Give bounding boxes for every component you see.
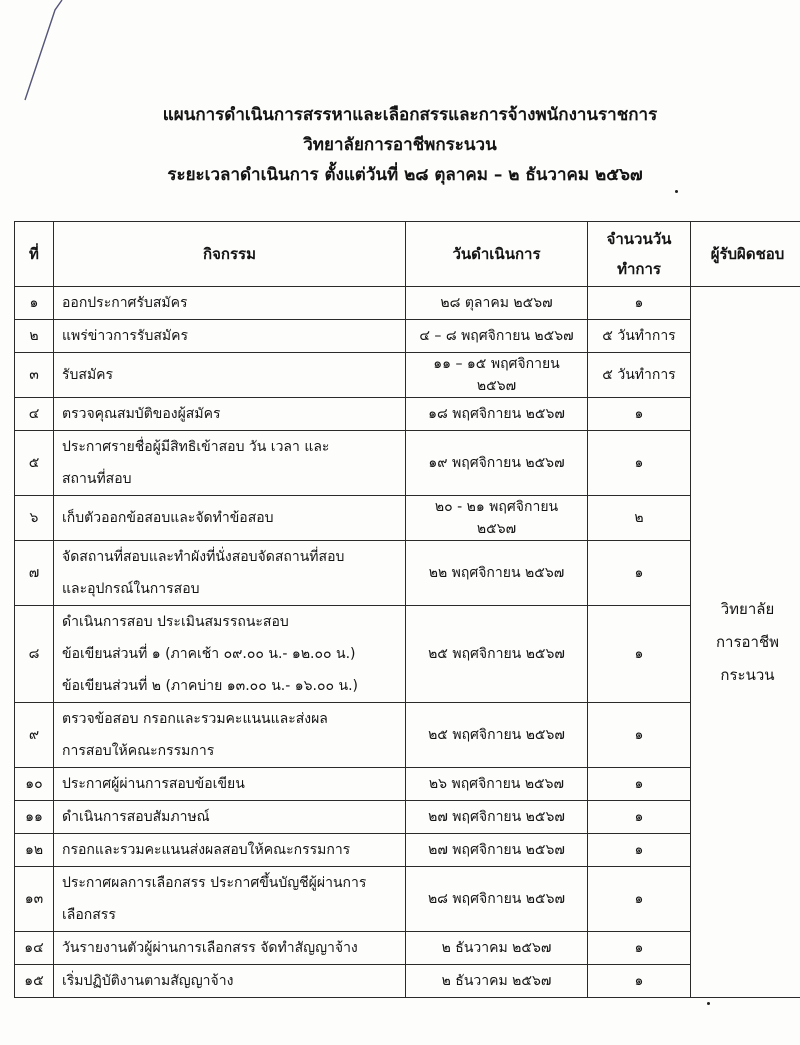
header-responsible: ผู้รับผิดชอบ [691, 222, 800, 287]
row-no: ๑๕ [15, 965, 54, 998]
row-no: ๖ [15, 496, 54, 541]
row-activity [54, 834, 406, 867]
activity-line: รับสมัคร [62, 367, 114, 383]
responsible-cell [691, 287, 800, 998]
row-date: ๔ – ๘ พฤศจิกายน ๒๕๖๗ [406, 320, 588, 353]
row-date: ๒ ธันวาคม ๒๕๖๗ [406, 932, 588, 965]
activity-line: เริ่มปฏิบัติงานตามสัญญาจ้าง [62, 973, 234, 989]
row-date: ๒๘ พฤศจิกายน ๒๕๖๗ [406, 867, 588, 932]
row-duration: ๑ [588, 834, 691, 867]
row-no: ๘ [15, 606, 54, 703]
table-row [15, 353, 800, 398]
row-no: ๑๒ [15, 834, 54, 867]
table-row [15, 801, 800, 834]
row-activity [54, 965, 406, 998]
row-activity [54, 867, 406, 932]
row-duration: ๑ [588, 541, 691, 606]
row-duration: ๑ [588, 801, 691, 834]
activity-line: วันรายงานตัวผู้ผ่านการเลือกสรร จัดทำสัญญาจ้าง [62, 940, 358, 956]
table-row [15, 398, 800, 431]
row-activity [54, 606, 406, 703]
activity-line: ประกาศรายชื่อผู้มีสิทธิเข้าสอบ วัน เวลา และ [62, 439, 330, 455]
activity-line: ดำเนินการสอบ ประเมินสมรรถนะสอบ [62, 614, 289, 630]
table-row [15, 320, 800, 353]
row-date: ๑๑ – ๑๕ พฤศจิกายน ๒๕๖๗ [406, 353, 588, 398]
row-no: ๑๓ [15, 867, 54, 932]
row-no: ๔ [15, 398, 54, 431]
row-no: ๒ [15, 320, 54, 353]
row-no: ๓ [15, 353, 54, 398]
table-row [15, 541, 800, 606]
row-activity [54, 703, 406, 768]
table-row [15, 703, 800, 768]
row-date: ๒ ธันวาคม ๒๕๖๗ [406, 965, 588, 998]
table-row [15, 932, 800, 965]
activity-line: สถานที่สอบ [62, 471, 132, 487]
page-fold-line [0, 0, 200, 110]
row-duration: ๑ [588, 867, 691, 932]
row-duration: ๑ [588, 965, 691, 998]
activity-line: เก็บตัวออกข้อสอบและจัดทำข้อสอบ [62, 510, 274, 526]
scan-speck [707, 1002, 710, 1005]
row-activity [54, 801, 406, 834]
activity-line: การสอบให้คณะกรรมการ [62, 743, 215, 759]
row-activity [54, 398, 406, 431]
row-duration: ๑ [588, 431, 691, 496]
table-row [15, 431, 800, 496]
activity-line: ประกาศผู้ผ่านการสอบข้อเขียน [62, 776, 245, 792]
table-row [15, 834, 800, 867]
row-activity [54, 353, 406, 398]
institution-name: วิทยาลัยการอาชีพกระนวน [303, 135, 497, 155]
row-date: ๒๗ พฤศจิกายน ๒๕๖๗ [406, 801, 588, 834]
schedule-table [14, 221, 800, 998]
row-date: ๒๖ พฤศจิกายน ๒๕๖๗ [406, 768, 588, 801]
row-duration: ๑ [588, 398, 691, 431]
table-header-row [15, 222, 800, 287]
row-activity [54, 320, 406, 353]
period-line: ระยะเวลาดำเนินการ ตั้งแต่วันที่ ๒๘ ตุลาคม – ๒ ธันวาคม ๒๕๖๗ [167, 165, 643, 185]
activity-line: และอุปกรณ์ในการสอบ [62, 581, 200, 597]
header-duration [588, 222, 691, 287]
row-date: ๒๕ พฤศจิกายน ๒๕๖๗ [406, 606, 588, 703]
row-activity [54, 541, 406, 606]
row-no: ๑ [15, 287, 54, 320]
activity-line: ข้อเขียนส่วนที่ ๒ (ภาคบ่าย ๑๓.๐๐ น.- ๑๖.๐๐ น.) [62, 678, 358, 694]
row-duration: ๑ [588, 703, 691, 768]
header-date: วันดำเนินการ [406, 222, 588, 287]
activity-line: เลือกสรร [62, 907, 116, 923]
activity-line: จัดสถานที่สอบและทำผังที่นั่งสอบจัดสถานที่สอบ [62, 549, 345, 565]
activity-line: แพร่ข่าวการรับสมัคร [62, 328, 188, 344]
activity-line: ออกประกาศรับสมัคร [62, 295, 188, 311]
row-activity [54, 496, 406, 541]
activity-line: ดำเนินการสอบสัมภาษณ์ [62, 809, 210, 825]
table-row [15, 867, 800, 932]
activity-line: ข้อเขียนส่วนที่ ๑ (ภาคเช้า ๐๙.๐๐ น.- ๑๒.๐๐ น.) [62, 646, 356, 662]
activity-line: กรอกและรวมคะแนนส่งผลสอบให้คณะกรรมการ [62, 842, 351, 858]
header-activity: กิจกรรม [54, 222, 406, 287]
row-date: ๒๗ พฤศจิกายน ๒๕๖๗ [406, 834, 588, 867]
row-no: ๑๐ [15, 768, 54, 801]
row-activity [54, 768, 406, 801]
scan-speck [675, 190, 678, 193]
row-activity [54, 932, 406, 965]
document-title: แผนการดำเนินการสรรหาและเลือกสรรและการจ้างพนักงานราชการ [162, 105, 658, 125]
row-duration: ๒ [588, 496, 691, 541]
row-duration: ๕ วันทำการ [588, 320, 691, 353]
row-activity [54, 431, 406, 496]
responsible-line: กระนวน [720, 665, 775, 684]
row-activity [54, 287, 406, 320]
table-row [15, 768, 800, 801]
row-date: ๒๐ - ๒๑ พฤศจิกายน ๒๕๖๗ [406, 496, 588, 541]
row-date: ๒๘ ตุลาคม ๒๕๖๗ [406, 287, 588, 320]
header-duration-line2: ทำการ [617, 260, 661, 278]
activity-line: ประกาศผลการเลือกสรร ประกาศขึ้นบัญชีผู้ผ่านการ [62, 875, 367, 891]
row-no: ๑๔ [15, 932, 54, 965]
responsible-line: การอาชีพ [715, 632, 780, 651]
row-no: ๙ [15, 703, 54, 768]
row-no: ๗ [15, 541, 54, 606]
row-date: ๑๙ พฤศจิกายน ๒๕๖๗ [406, 431, 588, 496]
activity-line: ตรวจคุณสมบัติของผู้สมัคร [62, 406, 221, 422]
row-date: ๒๕ พฤศจิกายน ๒๕๖๗ [406, 703, 588, 768]
row-duration: ๑ [588, 287, 691, 320]
table-row [15, 496, 800, 541]
header-duration-line1: จำนวนวัน [606, 230, 672, 248]
header-no: ที่ [15, 222, 54, 287]
row-duration: ๑ [588, 768, 691, 801]
row-duration: ๕ วันทำการ [588, 353, 691, 398]
table-row [15, 606, 800, 703]
row-no: ๑๑ [15, 801, 54, 834]
row-no: ๕ [15, 431, 54, 496]
row-date: ๑๘ พฤศจิกายน ๒๕๖๗ [406, 398, 588, 431]
document-header [0, 100, 800, 190]
responsible-line: วิทยาลัย [720, 599, 775, 618]
row-duration: ๑ [588, 606, 691, 703]
row-duration: ๑ [588, 932, 691, 965]
row-date: ๒๒ พฤศจิกายน ๒๕๖๗ [406, 541, 588, 606]
table-row [15, 287, 800, 320]
activity-line: ตรวจข้อสอบ กรอกและรวมคะแนนและส่งผล [62, 711, 328, 727]
table-row [15, 965, 800, 998]
